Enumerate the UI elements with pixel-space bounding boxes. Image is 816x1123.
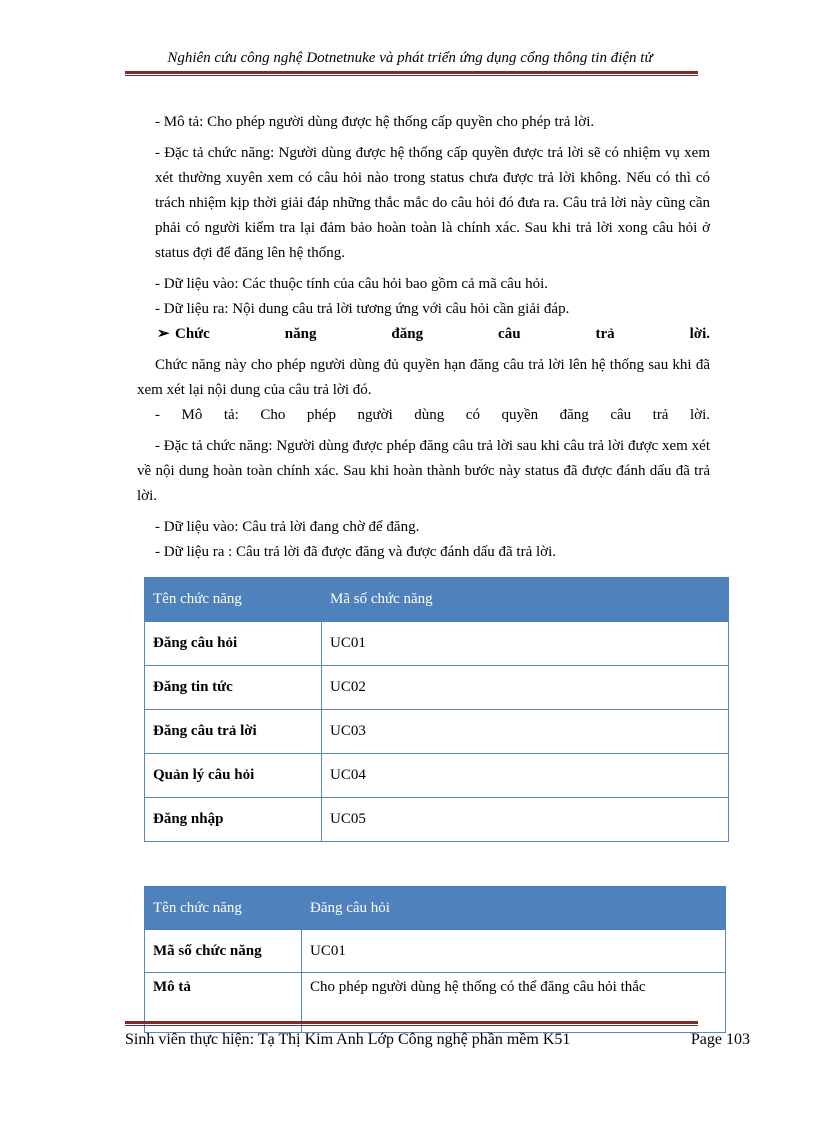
function-code-cell: UC01: [322, 622, 729, 666]
footer-rule-thick: [125, 1021, 698, 1024]
paragraph-intro: Chức năng này cho phép người dùng đủ quyền hạn đăng câu trả lời lên hệ thống sau khi đã xem xét lại nội dung của câu trả lời đó.: [137, 357, 710, 398]
function-code-cell: UC04: [322, 754, 729, 798]
table-row: [145, 666, 729, 710]
function-detail-table: [144, 886, 726, 1033]
table-header-row: [145, 887, 726, 930]
paragraph-du-lieu-ra-1: - Dữ liệu ra: Nội dung câu trả lời tương ứng với câu hỏi cần giải đáp.: [155, 301, 570, 317]
table-row: [145, 710, 729, 754]
table-row: [145, 930, 726, 973]
function-name-cell: Đăng nhập: [145, 798, 322, 842]
function-name-cell: Đăng câu trả lời: [145, 710, 322, 754]
table-row: [145, 798, 729, 842]
function-code-cell: UC05: [322, 798, 729, 842]
page-number: Page 103: [690, 1031, 750, 1048]
function-code-cell: UC02: [322, 666, 729, 710]
table-header-row: [145, 578, 729, 622]
document-body: [137, 110, 710, 565]
header-cell: Tên chức năng: [145, 578, 322, 622]
function-code-table: [144, 577, 729, 842]
paragraph-du-lieu-vao-2: - Dữ liệu vào: Câu trả lời đang chờ để đăng.: [155, 519, 420, 535]
paragraph-dac-ta-1: - Đặc tả chức năng: Người dùng được hệ thống cấp quyền được trả lời sẽ có nhiệm vụ xem xét thường xuyên xem có câu hỏi nào trong status chưa được trả lời không. Nếu có thì có trách nhiệm kịp thời giải đáp những thắc mắc do câu hỏi đó đưa ra. Câu trả lời này cũng cần phải có người kiểm tra lại đảm bảo hoàn toàn là chính xác. Sau khi trả lời xong câu hỏi ở status đợi để đăng lên hệ thống.: [155, 145, 710, 261]
section-heading: [157, 322, 710, 347]
function-name-cell: Quản lý câu hỏi: [145, 754, 322, 798]
paragraph-du-lieu-vao-1: - Dữ liệu vào: Các thuộc tính của câu hỏi bao gồm cả mã câu hỏi.: [155, 276, 549, 292]
header-cell: Mã số chức năng: [322, 578, 729, 622]
section-heading-text: Chức năng đăng câu trả lời.: [175, 326, 710, 342]
attribute-value-cell: Cho phép người dùng hệ thống có thể đăng câu hỏi thắc: [302, 973, 726, 1033]
function-name-cell: Đăng tin tức: [145, 666, 322, 710]
arrow-bullet-icon: ➢: [157, 326, 170, 342]
attribute-name-cell: Mô tả: [145, 973, 302, 1033]
attribute-value-cell: UC01: [302, 930, 726, 973]
paragraph-mo-ta-2: - Mô tả: Cho phép người dùng có quyền đăng câu trả lời.: [155, 407, 710, 423]
table-row: [145, 754, 729, 798]
paragraph-mo-ta-1: - Mô tả: Cho phép người dùng được hệ thống cấp quyền cho phép trả lời.: [155, 114, 595, 130]
function-code-cell: UC03: [322, 710, 729, 754]
table-row: [145, 622, 729, 666]
paragraph-du-lieu-ra-2: - Dữ liệu ra : Câu trả lời đã được đăng và được đánh dấu đã trả lời.: [155, 544, 556, 560]
attribute-name-cell: Mã số chức năng: [145, 930, 302, 973]
page-header-title: Nghiên cứu công nghệ Dotnetnuke và phát triển ứng dụng cổng thông tin điện tử: [167, 50, 653, 66]
header-cell: Đăng câu hỏi: [302, 887, 726, 930]
function-name-cell: Đăng câu hỏi: [145, 622, 322, 666]
footer-rule-thin: [125, 1025, 698, 1026]
header-rule-thin: [125, 75, 698, 76]
footer-author: Sinh viên thực hiện: Tạ Thị Kim Anh Lớp Công nghệ phần mềm K51: [125, 1031, 571, 1048]
paragraph-dac-ta-2: - Đặc tả chức năng: Người dùng được phép đăng câu trả lời sau khi câu trả lời được xem xét về nội dung hoàn toàn chính xác. Sau khi hoàn thành bước này status đã được đánh dấu đã trả lời.: [137, 438, 710, 504]
header-cell: Tên chức năng: [145, 887, 302, 930]
header-rule-thick: [125, 71, 698, 74]
